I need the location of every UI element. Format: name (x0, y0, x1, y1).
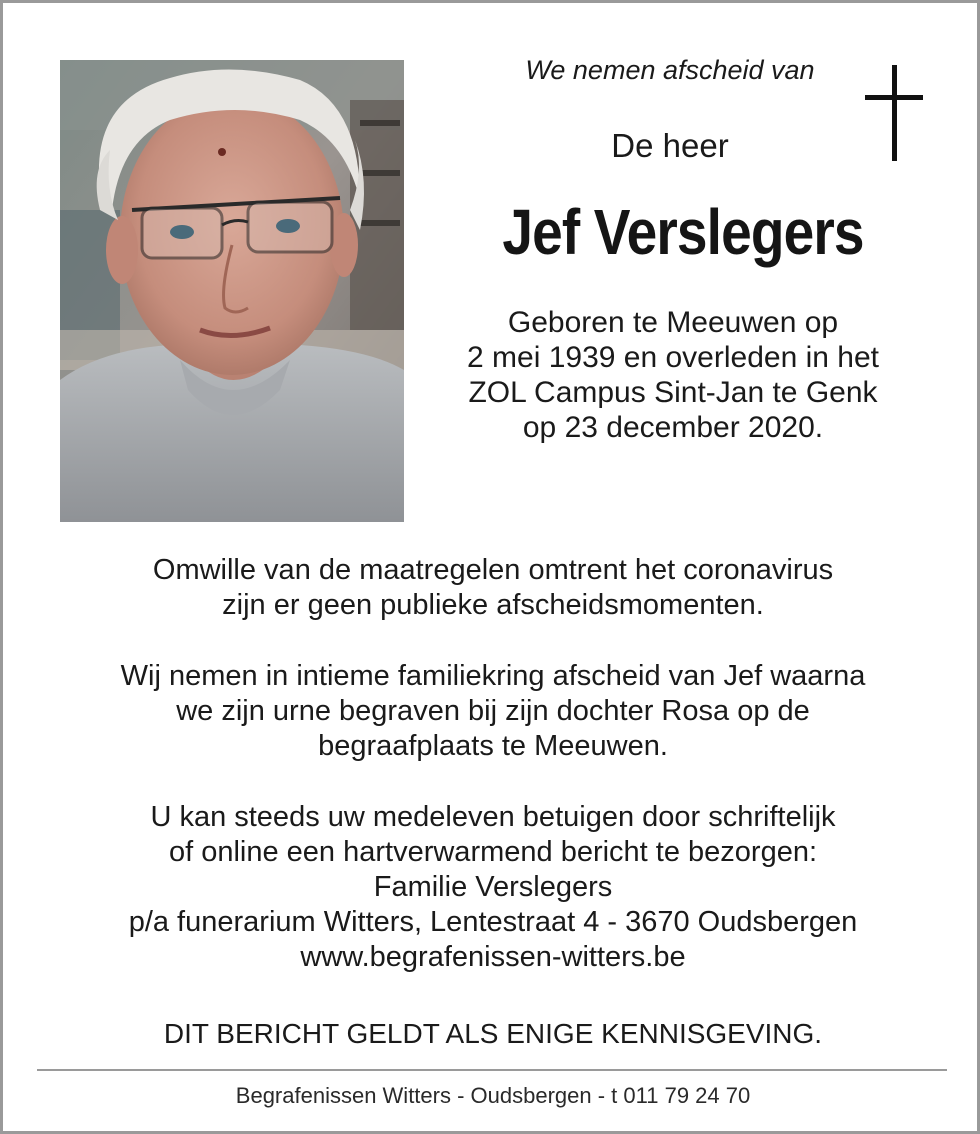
family-name: Familie Verslegers (373, 871, 613, 903)
funeral-home-address: p/a funerarium Witters, Lentestraat 4 - 3670 Oudsbergen (128, 906, 858, 938)
paragraph-line: Wij nemen in intieme familiekring afscheid van Jef waarna (120, 660, 866, 692)
paragraph-line: zijn er geen publieke afscheidsmomenten. (222, 589, 764, 621)
bio-line: op 23 december 2020. (522, 411, 824, 444)
condolence-paragraph (43, 800, 943, 975)
intro-line: We nemen afscheid van (525, 55, 815, 85)
footer-contact: Begrafenissen Witters - Oudsbergen - t 011 79 24 70 (235, 1083, 751, 1108)
bio-line: 2 mei 1939 en overleden in het (467, 341, 879, 374)
paragraph-line: of online een hartverwarmend bericht te bezorgen: (168, 836, 818, 868)
paragraph-line: begraafplaats te Meeuwen. (318, 730, 668, 762)
paragraph-line: U kan steeds uw medeleven betuigen door schriftelijk (150, 801, 836, 833)
corona-paragraph (43, 553, 943, 623)
salutation: De heer (611, 127, 729, 164)
paragraph-line: we zijn urne begraven bij zijn dochter Rosa op de (176, 695, 810, 727)
bio-line: Geboren te Meeuwen op (507, 306, 839, 339)
bio-text (423, 305, 923, 445)
paragraph-line: Omwille van de maatregelen omtrent het coronavirus (152, 554, 834, 586)
deceased-name: Jef Verslegers (502, 196, 864, 268)
bio-line: ZOL Campus Sint-Jan te Genk (468, 376, 878, 409)
notice-line: DIT BERICHT GELDT ALS ENIGE KENNISGEVING. (163, 1018, 823, 1049)
farewell-paragraph (43, 659, 943, 764)
portrait-photo (60, 60, 404, 522)
divider (37, 1069, 947, 1071)
website-link: www.begrafenissen-witters.be (300, 941, 686, 973)
